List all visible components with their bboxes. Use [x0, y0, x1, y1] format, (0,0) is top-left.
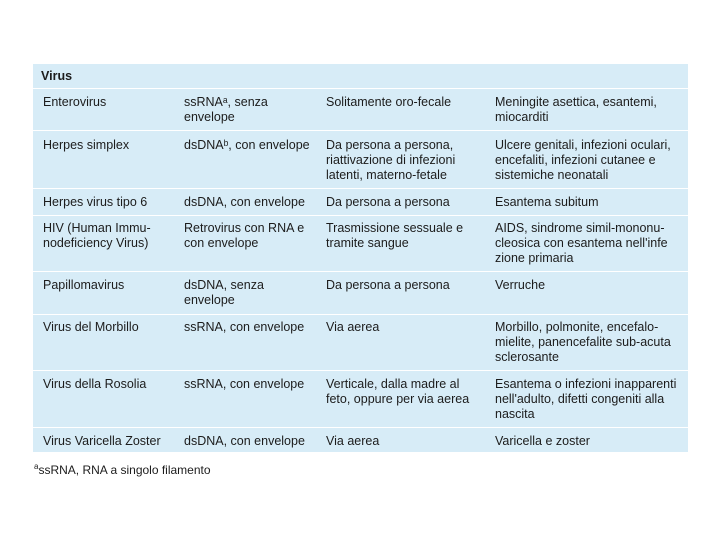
table-header: Virus: [41, 69, 73, 83]
row-varicella-transmission: Via aerea: [326, 434, 380, 448]
footnote: [34, 462, 211, 477]
row-herpes-simplex-genome: dsDNAᵇ, con envelope: [184, 138, 310, 152]
row-varicella-genome: dsDNA, con envelope: [184, 434, 305, 448]
row-rosolia-genome: ssRNA, con envelope: [184, 377, 305, 391]
row-herpes-simplex-name: Herpes simplex: [43, 138, 130, 152]
footnote-text: ssRNA, RNA a singolo filamento: [38, 463, 211, 477]
row-hiv-disease: AIDS, sindrome simil-mononu- cleosica con esantema nell'infe zione primaria: [495, 221, 668, 265]
row-papillomavirus-genome: dsDNA, senza envelope: [184, 278, 264, 307]
row-morbillo-disease: Morbillo, polmonite, encefalo- mielite, panencefalite sub-acuta sclerosante: [495, 320, 671, 364]
row-enterovirus-name: Enterovirus: [43, 95, 107, 109]
header-divider: [33, 88, 688, 89]
row-herpes-6-transmission: Da persona a persona: [326, 195, 450, 209]
row-morbillo-name: Virus del Morbillo: [43, 320, 139, 334]
row-rosolia-disease: Esantema o infezioni inapparenti nell'adulto, difetti congeniti alla nascita: [495, 377, 677, 421]
row-herpes-6-name: Herpes virus tipo 6: [43, 195, 148, 209]
row-herpes-simplex-transmission: Da persona a persona, riattivazione di infezioni latenti, materno-fetale: [326, 138, 456, 182]
row-enterovirus-disease: Meningite asettica, esantemi, miocarditi: [495, 95, 657, 124]
row-hiv-name: HIV (Human Immu- nodeficiency Virus): [43, 221, 151, 250]
row-hiv-genome: Retrovirus con RNA e con envelope: [184, 221, 305, 250]
row-divider: [33, 130, 688, 131]
row-divider: [33, 215, 688, 216]
row-rosolia-name: Virus della Rosolia: [43, 377, 147, 391]
row-varicella-name: Virus Varicella Zoster: [43, 434, 161, 448]
row-hiv-transmission: Trasmissione sessuale e tramite sangue: [326, 221, 464, 250]
row-morbillo-transmission: Via aerea: [326, 320, 380, 334]
row-divider: [33, 427, 688, 428]
row-divider: [33, 370, 688, 371]
row-divider: [33, 314, 688, 315]
row-varicella-disease: Varicella e zoster: [495, 434, 590, 448]
virus-table: [33, 64, 688, 452]
row-papillomavirus-disease: Verruche: [495, 278, 546, 292]
row-divider: [33, 271, 688, 272]
row-rosolia-transmission: Verticale, dalla madre al feto, oppure per via aerea: [326, 377, 470, 406]
row-enterovirus-genome: ssRNAᵃ, senza envelope: [184, 95, 268, 124]
footnote-marker: a: [34, 462, 39, 471]
row-divider: [33, 188, 688, 189]
row-papillomavirus-transmission: Da persona a persona: [326, 278, 450, 292]
row-papillomavirus-name: Papillomavirus: [43, 278, 125, 292]
row-herpes-6-genome: dsDNA, con envelope: [184, 195, 305, 209]
row-enterovirus-transmission: Solitamente oro-fecale: [326, 95, 452, 109]
row-herpes-6-disease: Esantema subitum: [495, 195, 599, 209]
row-herpes-simplex-disease: Ulcere genitali, infezioni oculari, encefaliti, infezioni cutanee e sistemiche neonatali: [495, 138, 671, 182]
row-morbillo-genome: ssRNA, con envelope: [184, 320, 305, 334]
